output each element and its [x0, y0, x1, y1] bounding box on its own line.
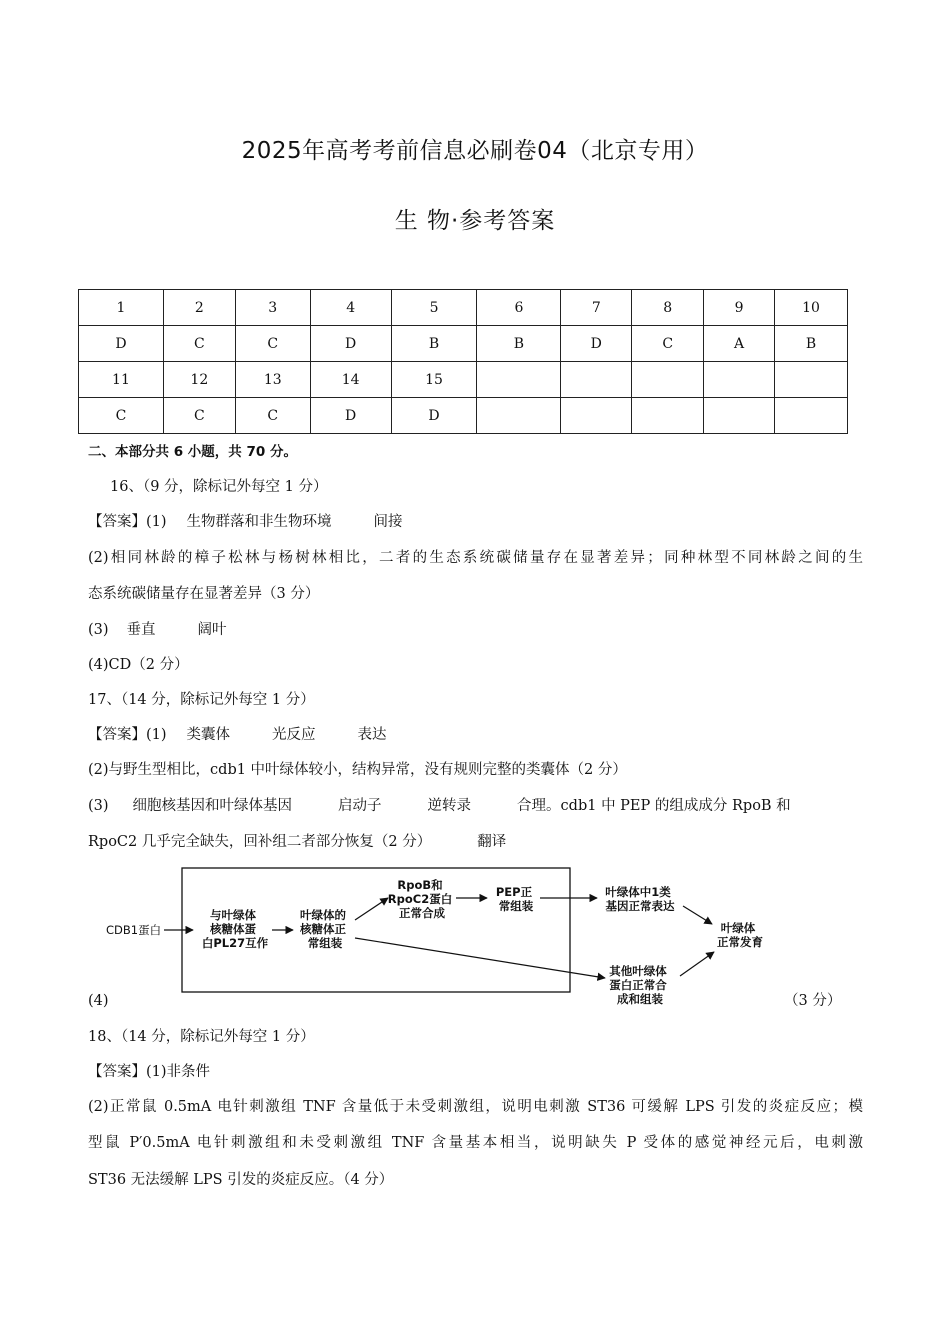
- table-row: [79, 362, 848, 398]
- node-start: CDB1蛋白: [106, 923, 162, 937]
- answer-item: 逆转录: [427, 798, 472, 814]
- q16-header: 16、（9 分，除标记外每空 1 分）: [110, 479, 328, 495]
- q16-answer-4: (4)CD（2 分）: [88, 657, 189, 673]
- answer-text: (1)非条件: [146, 1064, 211, 1080]
- answer-tag: 【答案】: [88, 514, 146, 530]
- table-cell: C: [163, 326, 235, 362]
- mechanism-diagram: [100, 862, 800, 1012]
- answer-item: 生物群落和非生物环境: [186, 514, 332, 530]
- table-cell: 5: [391, 290, 477, 326]
- q18-header: 18、（14 分，除标记外每空 1 分）: [88, 1029, 315, 1045]
- answer-item: 间接: [373, 514, 403, 530]
- node-box1: 与叶绿体 核糖体蛋 白PL27互作: [201, 908, 269, 950]
- q18-answer-1: [88, 1062, 210, 1082]
- table-cell: 2: [163, 290, 235, 326]
- table-cell: [632, 398, 704, 434]
- table-cell: D: [79, 326, 164, 362]
- q17-header: 17、（14 分，除标记外每空 1 分）: [88, 692, 315, 708]
- answer-text: RpoC2 几乎完全缺失，回补组二者部分恢复（2 分）: [88, 834, 432, 850]
- answer-tag: 【答案】: [88, 727, 146, 743]
- table-cell: D: [310, 398, 391, 434]
- answer-item: 垂直: [126, 622, 156, 638]
- table-cell: [561, 398, 632, 434]
- table-cell: [704, 362, 775, 398]
- q16-answer-1: [88, 512, 403, 532]
- answer-item: 阔叶: [197, 622, 227, 638]
- answer-item: 翻译: [477, 834, 507, 850]
- answer-tag: 【答案】: [88, 1064, 146, 1080]
- table-cell: [561, 362, 632, 398]
- arrow-box2-out2: [355, 938, 605, 978]
- table-row: [79, 290, 848, 326]
- q17-answer-3-line1: [88, 796, 791, 816]
- table-cell: C: [632, 326, 704, 362]
- answer-item: 启动子: [338, 798, 382, 814]
- q16-answer-3: [88, 620, 227, 640]
- table-cell: 9: [704, 290, 775, 326]
- table-cell: 7: [561, 290, 632, 326]
- answer-label: (1): [146, 727, 167, 743]
- q16-answer-2-line2: 态系统碳储量存在显著差异（3 分）: [88, 586, 320, 602]
- table-cell: D: [391, 398, 477, 434]
- table-cell: 10: [775, 290, 848, 326]
- answer-label: (1): [146, 514, 167, 530]
- table-cell: D: [310, 326, 391, 362]
- node-end: 叶绿体 正常发育: [717, 921, 763, 949]
- document-subtitle: 生 物·参考答案: [394, 208, 556, 234]
- table-cell: 15: [391, 362, 477, 398]
- q17-answer-3-line2: [88, 832, 506, 852]
- answer-item: 合理。cdb1 中 PEP 的组成成分 RpoB 和: [517, 798, 791, 814]
- arrow-box2-box3: [355, 898, 388, 920]
- table-cell: B: [775, 326, 848, 362]
- table-cell: 3: [235, 290, 310, 326]
- node-out1: 叶绿体中1类 基因正常表达: [605, 885, 675, 913]
- q17-answer-4-label: (4): [88, 993, 109, 1009]
- table-cell: A: [704, 326, 775, 362]
- document-title: 2025年高考考前信息必刷卷04（北京专用）: [241, 138, 709, 164]
- answer-item: 表达: [357, 727, 387, 743]
- table-row: [79, 326, 848, 362]
- node-box2: 叶绿体的 核糖体正 常组装: [299, 908, 346, 950]
- table-cell: 8: [632, 290, 704, 326]
- table-cell: 1: [79, 290, 164, 326]
- section-heading: 二、本部分共 6 小题，共 70 分。: [88, 444, 297, 460]
- table-cell: [775, 362, 848, 398]
- answer-table: [78, 289, 848, 434]
- answer-item: 类囊体: [186, 727, 231, 743]
- table-cell: D: [561, 326, 632, 362]
- q18-answer-2-line1: (2)正常鼠 0.5mA 电针刺激组 TNF 含量低于未受刺激组，说明电刺激 ST36 可缓解 LPS 引发的炎症反应；模: [88, 1099, 863, 1115]
- q18-answer-2-line2: 型鼠 P′0.5mA 电针刺激组和未受刺激组 TNF 含量基本相当，说明缺失 P 受体的感觉神经元后，电刺激: [88, 1135, 863, 1151]
- table-cell: [704, 398, 775, 434]
- table-cell: 11: [79, 362, 164, 398]
- answer-item: 细胞核基因和叶绿体基因: [132, 798, 293, 814]
- answer-label: (3): [88, 622, 109, 638]
- table-cell: 13: [235, 362, 310, 398]
- q17-answer-2: (2)与野生型相比，cdb1 中叶绿体较小，结构异常，没有规则完整的类囊体（2 分）: [88, 762, 627, 778]
- arrow-out2-end: [680, 952, 714, 976]
- table-cell: C: [163, 398, 235, 434]
- table-cell: [632, 362, 704, 398]
- table-cell: 4: [310, 290, 391, 326]
- answer-item: 光反应: [272, 727, 316, 743]
- q18-answer-2-line3: ST36 无法缓解 LPS 引发的炎症反应。（4 分）: [88, 1172, 394, 1188]
- table-cell: 14: [310, 362, 391, 398]
- table-cell: B: [477, 326, 561, 362]
- q17-answer-1: [88, 725, 387, 745]
- table-cell: C: [235, 398, 310, 434]
- table-cell: B: [391, 326, 477, 362]
- node-out2: 其他叶绿体 蛋白正常合 成和组装: [609, 964, 667, 1006]
- arrow-out1-end: [683, 906, 712, 924]
- table-cell: [477, 362, 561, 398]
- node-box4: PEP正 常组装: [495, 885, 534, 913]
- table-cell: C: [235, 326, 310, 362]
- q16-answer-2-line1: (2)相同林龄的樟子松林与杨树林相比，二者的生态系统碳储量存在显著差异；同种林型不同林龄之间的生: [88, 550, 863, 566]
- table-cell: 12: [163, 362, 235, 398]
- node-box3: RpoB和 RpoC2蛋白 正常合成: [387, 878, 453, 920]
- q17-answer-4-score: （3 分）: [784, 993, 842, 1009]
- table-cell: 6: [477, 290, 561, 326]
- table-row: [79, 398, 848, 434]
- table-cell: [775, 398, 848, 434]
- answer-label: (3): [88, 798, 109, 814]
- answer-table-body: [79, 290, 848, 434]
- table-cell: C: [79, 398, 164, 434]
- table-cell: [477, 398, 561, 434]
